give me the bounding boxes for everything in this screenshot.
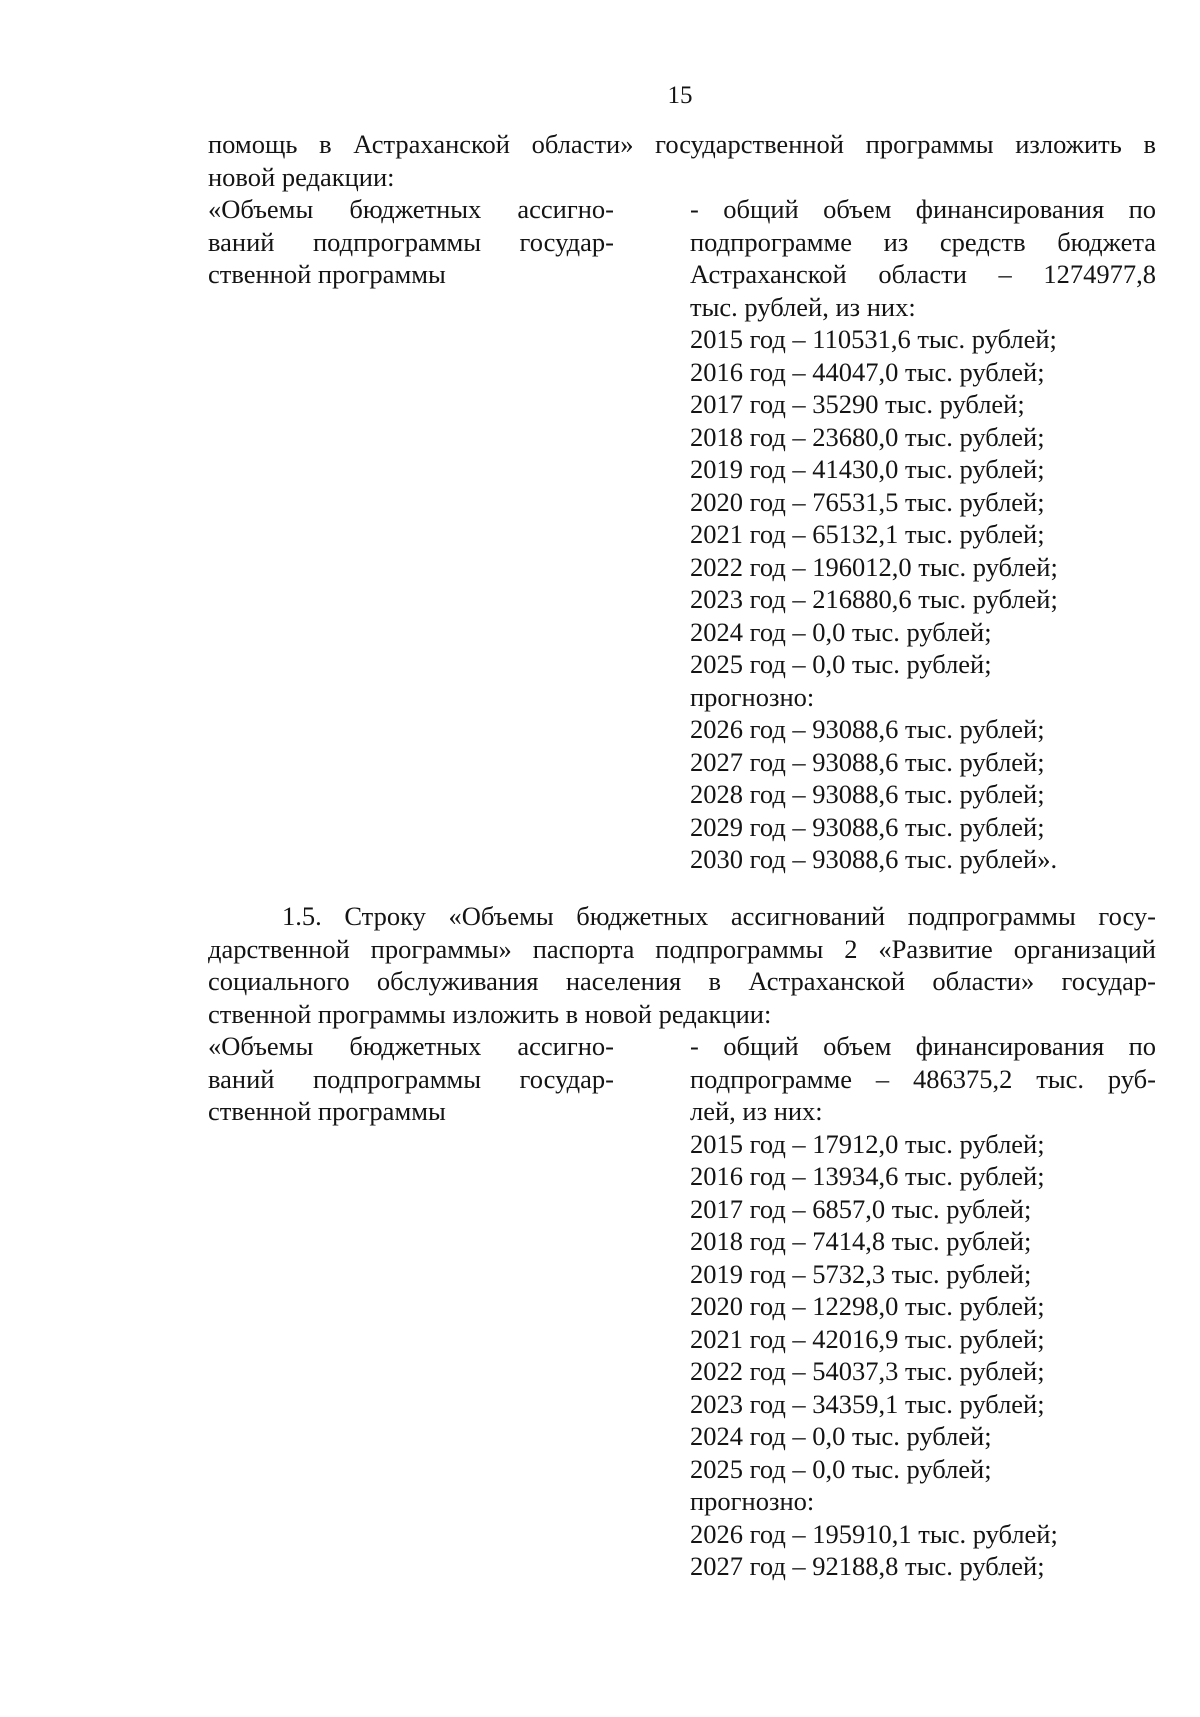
section2-right-line: - общий объем финансирования по [690, 1031, 1156, 1061]
funding-line: 2027 год – 92188,8 тыс. рублей; [690, 1551, 1045, 1581]
funding-line: прогнозно: [690, 681, 815, 712]
funding-line: 2017 год – 35290 тыс. рублей; [690, 389, 1025, 419]
section2-left-line: «Объемы бюджетных ассигно- [208, 1031, 614, 1061]
section1-left-column [208, 193, 614, 291]
funding-line: 2016 год – 13934,6 тыс. рублей; [690, 1161, 1045, 1191]
funding-line: 2023 год – 34359,1 тыс. рублей; [690, 1388, 1045, 1419]
funding-line: 2029 год – 93088,6 тыс. рублей; [690, 811, 1045, 842]
funding-line: 2020 год – 12298,0 тыс. рублей; [690, 1291, 1045, 1321]
section1-right-line: - общий объем финансирования по [690, 194, 1156, 224]
funding-line: 2030 год – 93088,6 тыс. рублей». [690, 844, 1058, 874]
section2-paragraph-line: дарственной программы» паспорта подпрограммы 2 «Развитие организаций [208, 933, 1156, 964]
section2-paragraph-line: ственной программы изложить в новой редакции: [208, 998, 772, 1029]
funding-line: 2022 год – 196012,0 тыс. рублей; [690, 551, 1058, 582]
section1-intro-line: помощь в Астраханской области» государственной программы изложить в [208, 129, 1156, 159]
section2-left-line: ваний подпрограммы государ- [208, 1063, 614, 1094]
section1-intro [208, 128, 1156, 193]
section2-right-column [690, 1030, 1156, 1583]
funding-line: 2015 год – 17912,0 тыс. рублей; [690, 1128, 1045, 1159]
funding-line: 2018 год – 23680,0 тыс. рублей; [690, 421, 1045, 452]
funding-line: 2015 год – 110531,6 тыс. рублей; [690, 324, 1057, 354]
funding-line: 2019 год – 5732,3 тыс. рублей; [690, 1258, 1032, 1289]
section2-left-line: ственной программы [208, 1096, 446, 1126]
funding-line: 2018 год – 7414,8 тыс. рублей; [690, 1226, 1032, 1256]
section1-right-column [690, 193, 1156, 876]
section1-funding-list [690, 291, 1156, 876]
section1-left-line: «Объемы бюджетных ассигно- [208, 194, 614, 224]
funding-line: 2023 год – 216880,6 тыс. рублей; [690, 584, 1058, 614]
funding-line: тыс. рублей, из них: [690, 291, 916, 322]
section1-right-line: Астраханской области – 1274977,8 [690, 259, 1156, 289]
funding-line: 2026 год – 93088,6 тыс. рублей; [690, 714, 1045, 744]
section2-paragraph-line: 1.5. Строку «Объемы бюджетных ассигнований подпрограммы госу- [282, 901, 1156, 931]
section2-paragraph [208, 900, 1156, 1030]
section2-left-column [208, 1030, 614, 1128]
section1-left-line: ственной программы [208, 259, 446, 289]
funding-line: 2017 год – 6857,0 тыс. рублей; [690, 1193, 1032, 1224]
funding-line: 2025 год – 0,0 тыс. рублей; [690, 649, 992, 679]
funding-line: 2020 год – 76531,5 тыс. рублей; [690, 486, 1045, 517]
section1-right-line: подпрограмме из средств бюджета [690, 226, 1156, 257]
funding-line: 2021 год – 42016,9 тыс. рублей; [690, 1323, 1045, 1354]
funding-line: 2021 год – 65132,1 тыс. рублей; [690, 519, 1045, 549]
section2-paragraph-line: социального обслуживания населения в Астраханской области» государ- [208, 966, 1156, 996]
funding-line: лей, из них: [690, 1096, 823, 1126]
funding-line: 2028 год – 93088,6 тыс. рублей; [690, 779, 1045, 809]
funding-line: 2025 год – 0,0 тыс. рублей; [690, 1453, 992, 1484]
funding-line: 2026 год – 195910,1 тыс. рублей; [690, 1518, 1058, 1549]
funding-line: 2022 год – 54037,3 тыс. рублей; [690, 1356, 1045, 1386]
funding-line: прогнозно: [690, 1486, 815, 1516]
page-number: 15 [667, 82, 693, 109]
section2-funding-list [690, 1095, 1156, 1583]
funding-line: 2019 год – 41430,0 тыс. рублей; [690, 454, 1045, 484]
funding-line: 2016 год – 44047,0 тыс. рублей; [690, 356, 1045, 387]
funding-line: 2027 год – 93088,6 тыс. рублей; [690, 746, 1045, 777]
funding-line: 2024 год – 0,0 тыс. рублей; [690, 616, 992, 647]
section1-left-line: ваний подпрограммы государ- [208, 226, 614, 257]
section2-right-line: подпрограмме – 486375,2 тыс. руб- [690, 1063, 1156, 1094]
section1-intro-line: новой редакции: [208, 161, 395, 192]
funding-line: 2024 год – 0,0 тыс. рублей; [690, 1421, 992, 1451]
